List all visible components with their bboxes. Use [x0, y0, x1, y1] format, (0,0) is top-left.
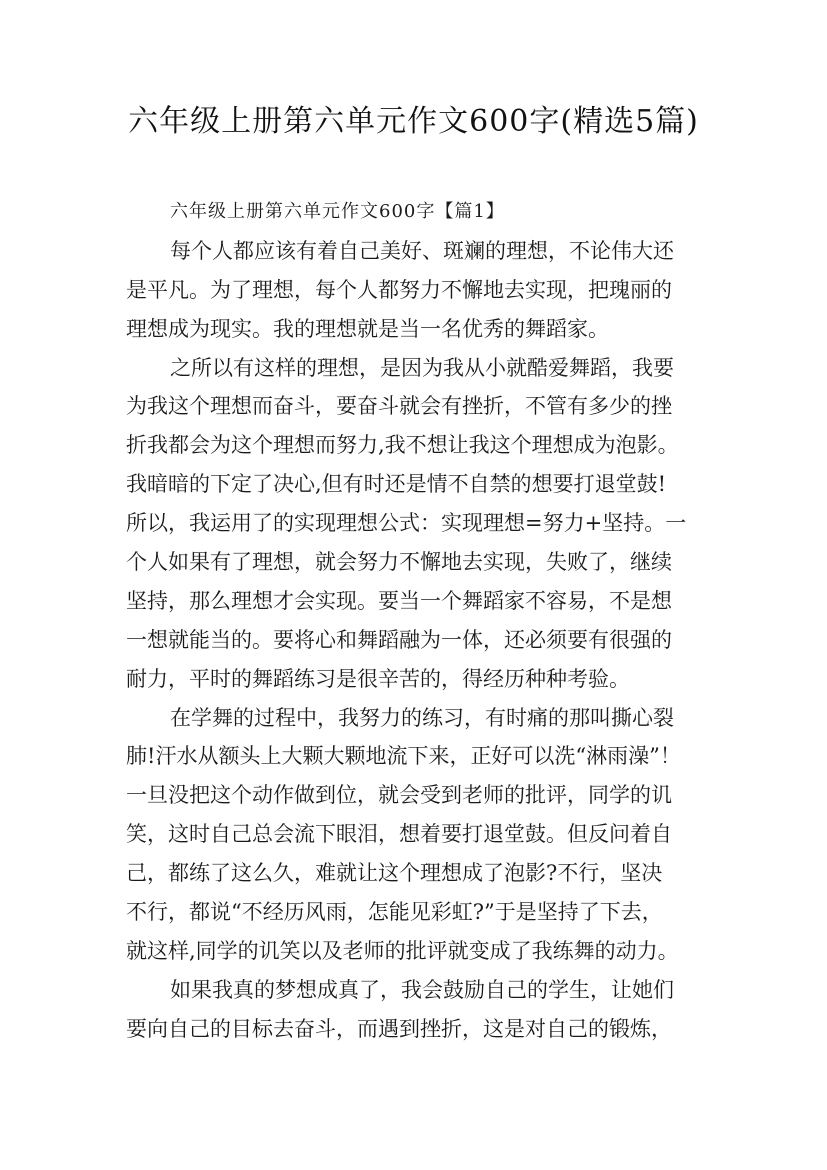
- section-heading: 六年级上册第六单元作文600字【篇1】: [170, 201, 505, 222]
- paragraph-line: 己，都练了这么久，难就让这个理想成了泡影?不行，坚决: [126, 861, 663, 886]
- paragraph-line: 我暗暗的下定了决心,但有时还是情不自禁的想要打退堂鼓!: [126, 472, 667, 497]
- paragraph-line: 要向自己的目标去奋斗，而遇到挫折，这是对自己的锻炼，: [126, 1016, 672, 1041]
- paragraph-line: 折我都会为这个理想而努力,我不想让我这个理想成为泡影。: [126, 433, 679, 458]
- document-body: [126, 193, 706, 1049]
- paragraph-line: 就这样,同学的讥笑以及老师的批评就变成了我练舞的动力。: [126, 938, 679, 963]
- paragraph-line: 笑，这时自己总会流下眼泪，想着要打退堂鼓。但反问着自: [126, 822, 672, 847]
- paragraph-line: 耐力，平时的舞蹈练习是很辛苦的，得经历种种考验。: [126, 666, 630, 691]
- paragraph-line: 之所以有这样的理想，是因为我从小就酷爱舞蹈，我要: [170, 355, 674, 380]
- paragraph-line: 如果我真的梦想成真了，我会鼓励自己的学生，让她们: [170, 977, 674, 1002]
- paragraph-line: 在学舞的过程中，我努力的练习，有时痛的那叫撕心裂: [170, 705, 674, 730]
- paragraph-line: 一旦没把这个动作做到位，就会受到老师的批评，同学的讥: [126, 783, 672, 808]
- paragraph-line: 每个人都应该有着自己美好、斑斓的理想，不论伟大还: [170, 238, 674, 263]
- paragraph-line: 是平凡。为了理想，每个人都努力不懈地去实现，把瑰丽的: [126, 277, 672, 302]
- paragraph-line: 坚持，那么理想才会实现。要当一个舞蹈家不容易，不是想: [126, 588, 672, 613]
- paragraph-line: 肺!汗水从额头上大颗大颗地流下来，正好可以洗“淋雨澡”！: [126, 744, 681, 769]
- paragraph-line: 一想就能当的。要将心和舞蹈融为一体，还必须要有很强的: [126, 627, 672, 652]
- paragraph-line: 不行，都说“不经历风雨，怎能见彩虹?”于是坚持了下去，: [126, 900, 663, 925]
- paragraph-line: 所以，我运用了的实现理想公式：实现理想=努力+坚持。一: [126, 511, 687, 536]
- paragraph-line: 理想成为现实。我的理想就是当一名优秀的舞蹈家。: [126, 316, 609, 341]
- document-title: 六年级上册第六单元作文600字(精选5篇): [128, 104, 699, 139]
- paragraph-line: 为我这个理想而奋斗，要奋斗就会有挫折，不管有多少的挫: [126, 394, 672, 419]
- paragraph-line: 个人如果有了理想，就会努力不懈地去实现，失败了，继续: [126, 550, 672, 575]
